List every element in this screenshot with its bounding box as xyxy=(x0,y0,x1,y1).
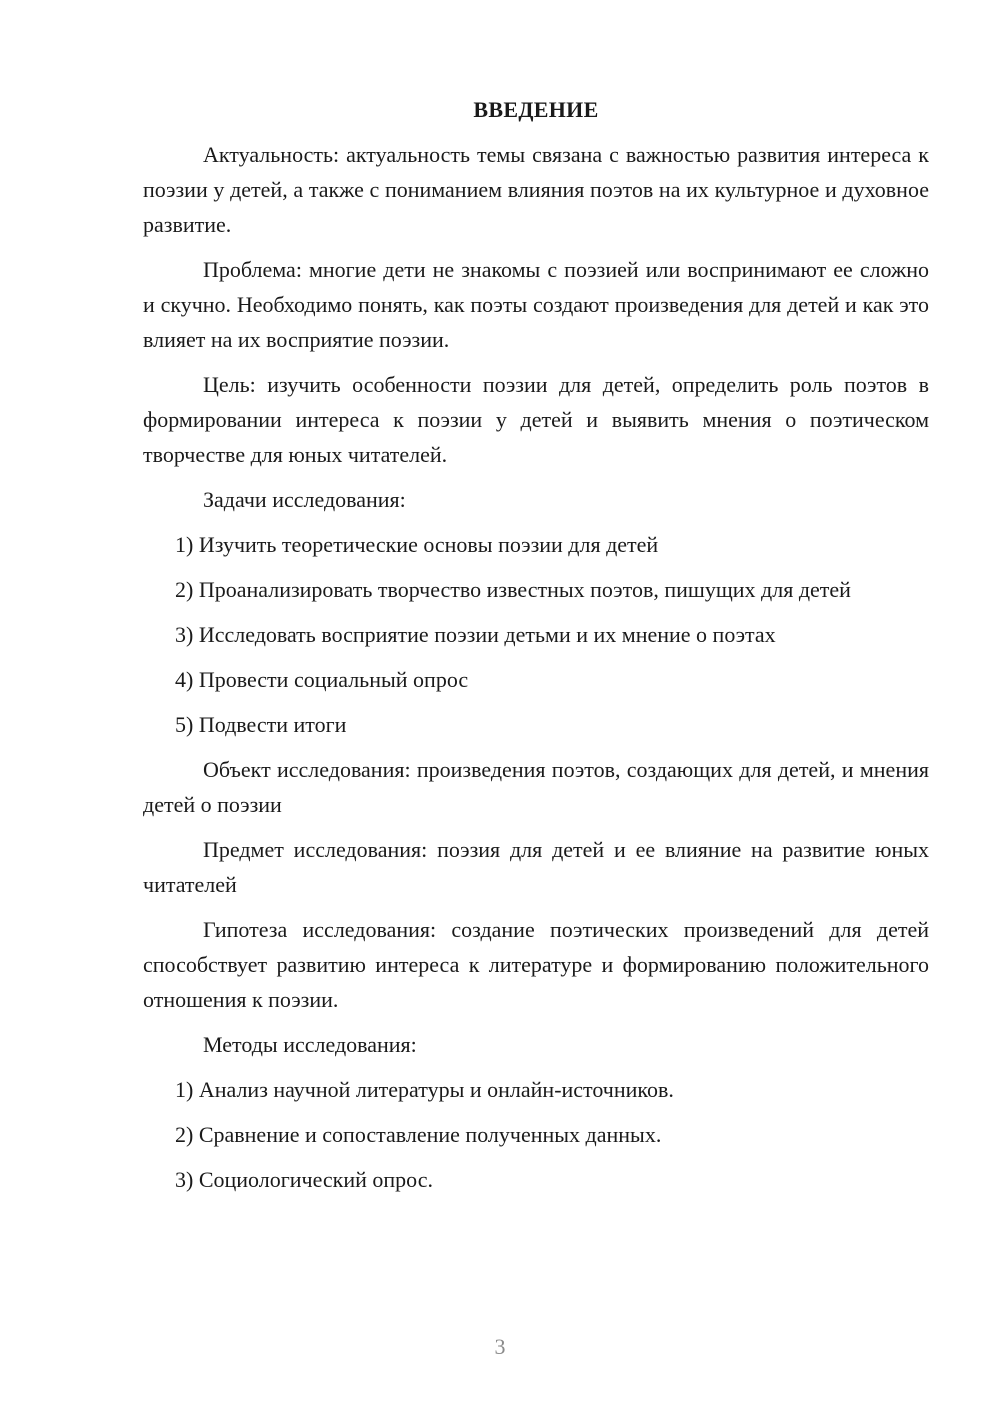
method-item-2: 2) Сравнение и сопоставление полученных данных. xyxy=(175,1122,662,1147)
task-item-2: 2) Проанализировать творчество известных поэтов, пишущих для детей xyxy=(175,577,851,602)
relevance-paragraph: Актуальность: актуальность темы связана с важностью развития интереса к поэзии у детей, а также с пониманием влияния поэтов на их культурное и духовное развитие. xyxy=(143,142,929,237)
page-number: 3 xyxy=(494,1334,506,1359)
task-item-5: 5) Подвести итоги xyxy=(175,712,347,737)
problem-paragraph: Проблема: многие дети не знакомы с поэзией или воспринимают ее сложно и скучно. Необходимо понять, как поэты создают произведения для детей и как это влияет на их восприятие поэзии. xyxy=(143,257,929,352)
document-page xyxy=(143,93,929,1207)
task-item-3: 3) Исследовать восприятие поэзии детьми и их мнение о поэтах xyxy=(175,622,776,647)
subject-paragraph: Предмет исследования: поэзия для детей и ее влияние на развитие юных читателей xyxy=(143,837,929,897)
hypothesis-paragraph: Гипотеза исследования: создание поэтических произведений для детей способствует развитию интереса к литературе и формированию положительного отношения к поэзии. xyxy=(143,917,929,1012)
task-item-4: 4) Провести социальный опрос xyxy=(175,667,469,692)
object-paragraph: Объект исследования: произведения поэтов, создающих для детей, и мнения детей о поэзии xyxy=(143,757,929,817)
task-item-1: 1) Изучить теоретические основы поэзии для детей xyxy=(175,532,659,557)
tasks-title: Задачи исследования: xyxy=(203,487,406,512)
goal-paragraph: Цель: изучить особенности поэзии для детей, определить роль поэтов в формировании интереса к поэзии у детей и выявить мнения о поэтическом творчестве для юных читателей. xyxy=(143,372,929,467)
methods-title: Методы исследования: xyxy=(203,1032,417,1057)
method-item-3: 3) Социологический опрос. xyxy=(175,1167,433,1192)
method-item-1: 1) Анализ научной литературы и онлайн-источников. xyxy=(175,1077,674,1102)
section-heading: ВВЕДЕНИЕ xyxy=(473,97,599,122)
